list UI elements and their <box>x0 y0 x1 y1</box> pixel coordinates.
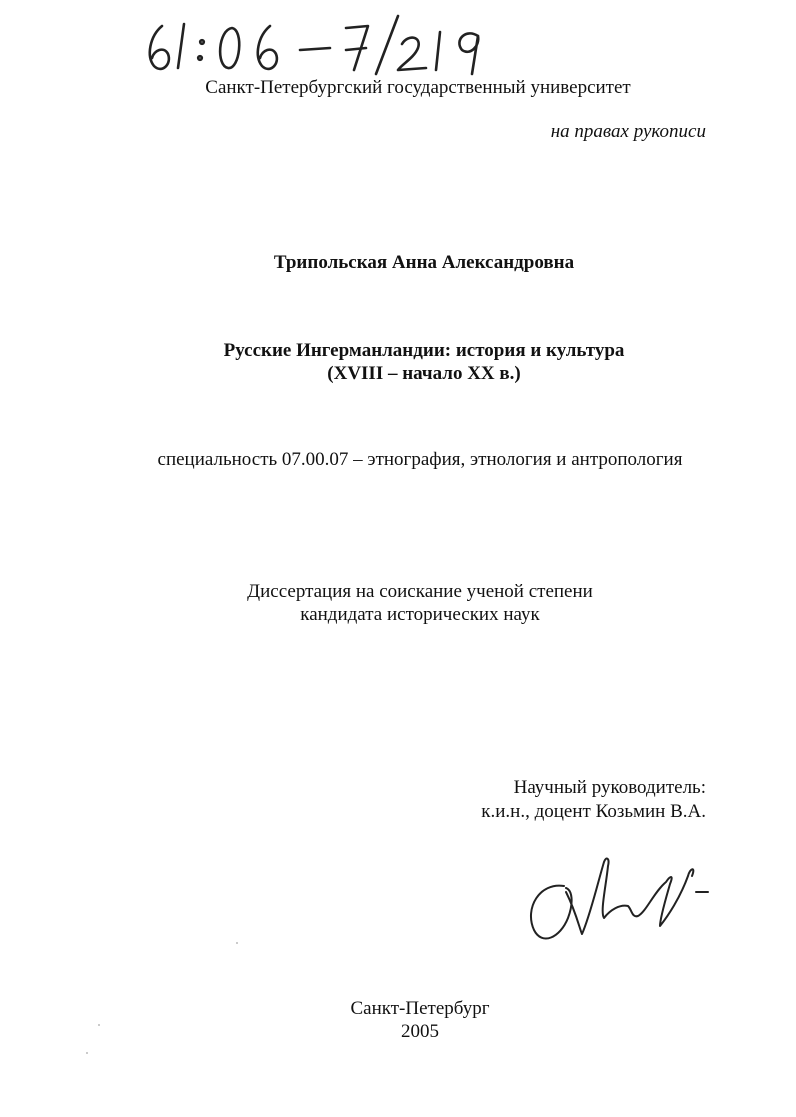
author-name: Трипольская Анна Александровна <box>273 252 575 273</box>
dissertation-line-2: кандидата исторических наук <box>300 604 540 625</box>
advisor-signature <box>520 852 720 947</box>
dissertation-line-1: Диссертация на соискание ученой степени <box>247 581 593 602</box>
title-line-2: (XVIII – начало XX в.) <box>327 363 521 384</box>
scan-speck <box>86 1052 88 1054</box>
scan-speck <box>236 942 238 944</box>
rights-note: на правах рукописи <box>550 121 706 142</box>
university-name: Санкт-Петербургский государственный университет <box>205 77 631 98</box>
advisor-label: Научный руководитель: <box>513 777 706 798</box>
advisor-name: к.и.н., доцент Козьмин В.А. <box>481 801 706 822</box>
title-line-1: Русские Ингерманландии: история и культура <box>223 340 625 361</box>
handwritten-code-stamp <box>140 8 500 78</box>
specialty-line: специальность 07.00.07 – этнография, этнология и антропология <box>157 449 683 470</box>
scan-speck <box>98 1024 100 1026</box>
year: 2005 <box>401 1021 439 1042</box>
city-name: Санкт-Петербург <box>350 998 490 1019</box>
